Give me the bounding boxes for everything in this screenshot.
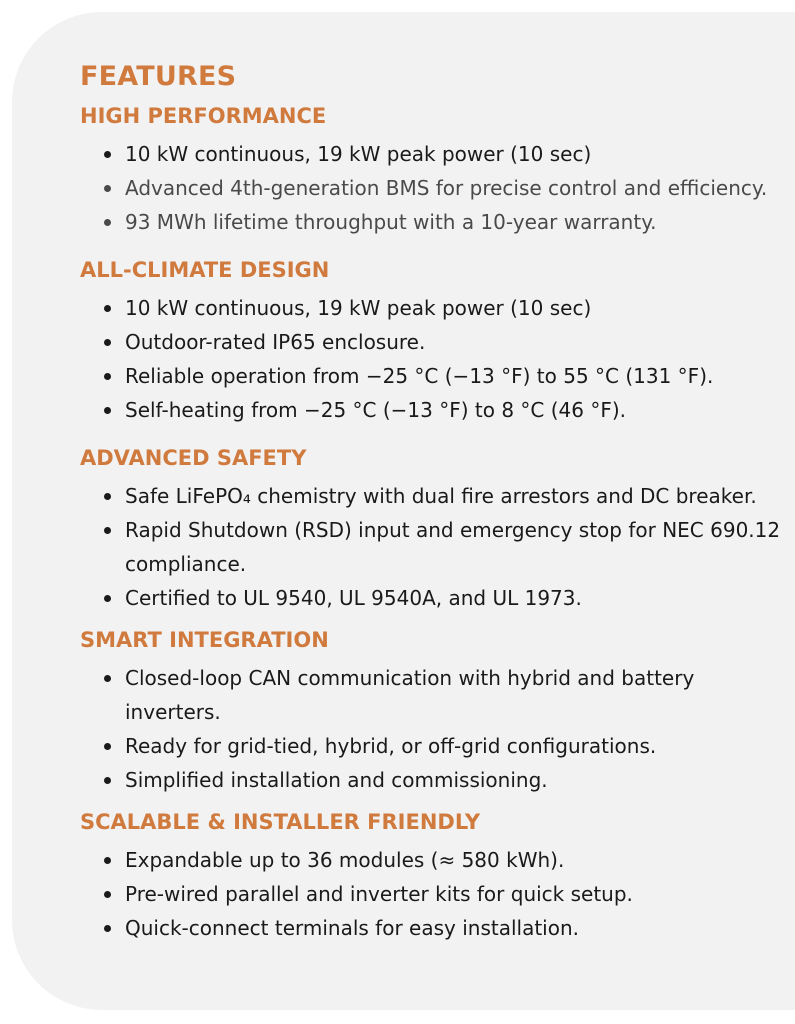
list-item-text: Self-heating from −25 °C (−13 °F) to 8 °C (46 °F). — [125, 398, 627, 422]
list-item-text: Ready for grid-tied, hybrid, or off-grid configurations. — [125, 734, 657, 758]
bullet-icon — [104, 185, 111, 192]
list-high-performance — [80, 137, 790, 239]
list-item-text: 10 kW continuous, 19 kW peak power (10 sec) — [125, 296, 592, 320]
list-item-text: Outdoor-rated IP65 enclosure. — [125, 330, 426, 354]
list-item-text: Certified to UL 9540, UL 9540A, and UL 1973. — [125, 586, 582, 610]
bullet-icon — [104, 675, 111, 682]
list-all-climate-design — [80, 291, 790, 427]
features-content — [80, 58, 790, 961]
list-item-text: Quick-connect terminals for easy installation. — [125, 916, 579, 940]
list-item-text: 93 MWh lifetime throughput with a 10-year warranty. — [125, 210, 657, 234]
bullet-icon — [104, 925, 111, 932]
bullet-icon — [104, 891, 111, 898]
list-item — [80, 393, 790, 427]
list-item — [80, 763, 790, 797]
section-heading-high-performance: HIGH PERFORMANCE — [80, 104, 327, 128]
section-heading-scalable-installer-friendly: SCALABLE & INSTALLER FRIENDLY — [80, 810, 481, 834]
section-heading-advanced-safety: ADVANCED SAFETY — [80, 446, 307, 470]
list-scalable-installer-friendly — [80, 843, 790, 945]
list-item — [80, 479, 790, 513]
list-item-text: Pre-wired parallel and inverter kits for quick setup. — [125, 882, 633, 906]
list-item-text: 10 kW continuous, 19 kW peak power (10 sec) — [125, 142, 592, 166]
list-item — [80, 359, 790, 393]
list-item — [80, 325, 790, 359]
list-item-text: Advanced 4th-generation BMS for precise control and efficiency. — [125, 176, 768, 200]
list-item-text: Reliable operation from −25 °C (−13 °F) to 55 °C (131 °F). — [125, 364, 714, 388]
list-item — [80, 729, 790, 763]
section-heading-smart-integration: SMART INTEGRATION — [80, 628, 329, 652]
page-title: FEATURES — [80, 61, 237, 92]
list-item — [80, 843, 790, 877]
bullet-icon — [104, 219, 111, 226]
bullet-icon — [104, 373, 111, 380]
list-item-text: Rapid Shutdown (RSD) input and emergency stop for NEC 690.12 compliance. — [125, 518, 781, 576]
list-advanced-safety — [80, 479, 790, 615]
list-item — [80, 513, 790, 581]
bullet-icon — [104, 743, 111, 750]
list-item — [80, 205, 790, 239]
bullet-icon — [104, 407, 111, 414]
list-item-text: Safe LiFePO₄ chemistry with dual fire arrestors and DC breaker. — [125, 484, 757, 508]
bullet-icon — [104, 493, 111, 500]
list-item-text: Simplified installation and commissioning. — [125, 768, 548, 792]
bullet-icon — [104, 527, 111, 534]
list-item — [80, 291, 790, 325]
bullet-icon — [104, 305, 111, 312]
bullet-icon — [104, 857, 111, 864]
bullet-icon — [104, 151, 111, 158]
list-item — [80, 581, 790, 615]
features-card — [12, 12, 795, 1010]
bullet-icon — [104, 777, 111, 784]
list-item — [80, 171, 790, 205]
bullet-icon — [104, 339, 111, 346]
list-item-text: Expandable up to 36 modules (≈ 580 kWh). — [125, 848, 565, 872]
list-item — [80, 137, 790, 171]
list-item — [80, 877, 790, 911]
list-item — [80, 661, 790, 729]
list-smart-integration — [80, 661, 790, 797]
list-item — [80, 911, 790, 945]
list-item-text: Closed-loop CAN communication with hybrid and battery inverters. — [125, 666, 695, 724]
bullet-icon — [104, 595, 111, 602]
section-heading-all-climate-design: ALL-CLIMATE DESIGN — [80, 258, 330, 282]
